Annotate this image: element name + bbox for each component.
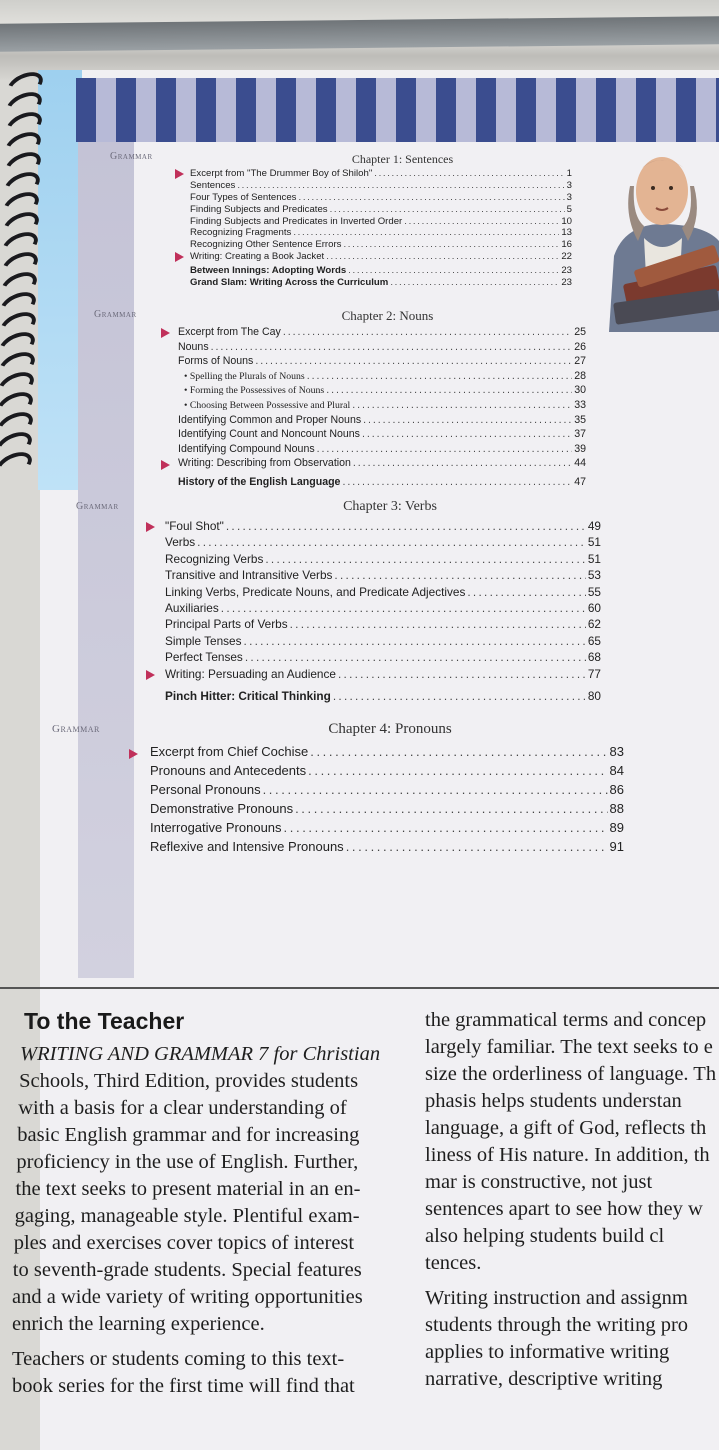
text-line: WRITING AND GRAMMAR 7 for Christian [20, 1043, 381, 1065]
play-triangle-icon [175, 169, 184, 179]
toc-entry-title: Pronouns and Antecedents [150, 763, 307, 778]
text-line: gaging, manageable style. Plentiful exam- [14, 1205, 360, 1227]
toc-entry [150, 782, 624, 801]
play-triangle-icon [161, 328, 170, 338]
toc-leader-dots [346, 839, 608, 854]
toc-leader-dots [265, 552, 586, 566]
toc-leader-dots [363, 414, 572, 426]
text-line: largely familiar. The text seeks to e [425, 1036, 713, 1058]
toc-page-number: 91 [609, 839, 624, 854]
toc-page-number: 60 [587, 600, 601, 615]
toc-chapter-4 [150, 744, 624, 858]
toc-entry-title: Sentences [190, 179, 236, 191]
section-label: Grammar [76, 501, 119, 512]
toc-page-number: 83 [609, 744, 624, 759]
toc-leader-dots [298, 192, 564, 203]
toc-entry-title: Identifying Count and Noncount Nouns [178, 428, 360, 441]
toc-entry [165, 634, 601, 650]
toc-leader-dots [467, 585, 586, 599]
toc-entry [178, 476, 586, 491]
toc-entry-title: Excerpt from Chief Cochise [150, 744, 309, 759]
play-triangle-icon [146, 522, 155, 532]
toc-leader-dots [197, 535, 586, 549]
text-line: sentences apart to see how they w [425, 1198, 703, 1220]
toc-entry [150, 839, 624, 858]
toc-entry [178, 326, 586, 341]
toc-entry [165, 585, 601, 601]
toc-entry [150, 763, 624, 782]
teacher-column-2 [425, 1007, 719, 1393]
toc-page-number: 1 [566, 168, 572, 179]
toc-page-number: 23 [561, 265, 572, 277]
text-line: students through the writing pro [425, 1314, 689, 1336]
toc-page-number: 44 [574, 457, 586, 470]
toc-leader-dots [308, 763, 607, 778]
text-line: proficiency in the use of English. Further, [16, 1151, 359, 1173]
toc-leader-dots [374, 168, 564, 179]
toc-page-number: 65 [587, 633, 601, 648]
toc-page-number: 30 [574, 384, 586, 397]
page-divider [0, 987, 719, 989]
text-line: with a basis for a clear understanding of [18, 1097, 347, 1119]
toc-entry [190, 216, 572, 228]
toc-entry-title: Auxiliaries [165, 600, 219, 615]
toc-page-number: 3 [566, 191, 572, 203]
text-line: Teachers or students coming to this text- [12, 1348, 345, 1370]
toc-leader-dots [263, 782, 608, 797]
chapter-title: Chapter 4: Pronouns [328, 721, 452, 737]
toc-entry [190, 227, 572, 239]
toc-entry [178, 341, 586, 356]
text-line: basic English grammar and for increasing [17, 1124, 360, 1146]
toc-entry [165, 689, 601, 705]
toc-entry [178, 414, 586, 429]
toc-entry [165, 617, 601, 633]
toc-entry [150, 801, 624, 820]
toc-page-number: 62 [587, 617, 601, 632]
toc-entry-title: Verbs [165, 535, 196, 550]
text-line: size the orderliness of language. Th [425, 1063, 717, 1085]
toc-leader-dots [342, 476, 572, 488]
toc-leader-dots [326, 384, 572, 396]
toc-page-number: 22 [561, 251, 572, 263]
toc-leader-dots [244, 634, 586, 648]
section-label: Grammar [52, 723, 100, 735]
toc-entry-title: Finding Subjects and Predicates [190, 203, 328, 215]
chapter-title: Chapter 1: Sentences [351, 152, 454, 166]
toc-page-number: 47 [574, 475, 586, 488]
toc-entry-title: Four Types of Sentences [190, 191, 297, 203]
play-triangle-icon [146, 670, 155, 680]
toc-leader-dots [245, 650, 586, 664]
toc-entry-title: • Choosing Between Possessive and Plural [184, 399, 351, 411]
toc-entry [165, 552, 601, 568]
toc-leader-dots [348, 265, 559, 276]
text-line: the text seeks to present material in an en- [15, 1178, 361, 1200]
franklin-illustration-icon [604, 146, 719, 332]
toc-page-number: 13 [561, 227, 572, 239]
toc-leader-dots [404, 216, 559, 227]
text-line: enrich the learning experience. [12, 1313, 265, 1335]
toc-leader-dots [293, 227, 559, 238]
toc-page-number: 23 [561, 277, 572, 289]
toc-page-number: 77 [587, 666, 601, 681]
text-line: language, a gift of God, reflects th [425, 1117, 707, 1139]
toc-entry-title: Identifying Compound Nouns [178, 442, 315, 455]
toc-leader-dots [317, 443, 573, 455]
toc-entry [178, 355, 586, 370]
toc-leader-dots [221, 601, 586, 615]
text-line: Schools, Third Edition, provides students [19, 1070, 359, 1092]
toc-leader-dots [237, 180, 564, 191]
text-line: tences. [425, 1252, 482, 1274]
toc-leader-dots [326, 251, 559, 262]
toc-leader-dots [334, 568, 585, 582]
toc-leader-dots [295, 801, 607, 816]
toc-entry-title: Transitive and Intransitive Verbs [165, 568, 333, 583]
toc-entry-title: Writing: Persuading an Audience [165, 666, 336, 681]
toc-entry [190, 192, 572, 204]
play-triangle-icon [129, 749, 138, 759]
toc-entry [190, 265, 572, 277]
toc-leader-dots [310, 744, 607, 759]
toc-entry-title: Linking Verbs, Predicate Nouns, and Predicate Adjectives [165, 584, 466, 599]
toc-entry [165, 601, 601, 617]
toc-leader-dots [343, 239, 559, 250]
toc-entry-title: Recognizing Verbs [165, 551, 264, 566]
text-line: applies to informative writing [425, 1341, 670, 1363]
toc-leader-dots [362, 428, 572, 440]
toc-entry [165, 568, 601, 584]
toc-page-number: 28 [574, 369, 586, 382]
section-label: Grammar [110, 151, 153, 162]
toc-entry-title: "Foul Shot" [165, 519, 224, 533]
toc-page-number: 16 [561, 239, 572, 251]
toc-entry-title: Interrogative Pronouns [150, 820, 282, 835]
toc-page-number: 25 [574, 326, 586, 338]
toc-page-number: 26 [574, 340, 586, 353]
toc-page-number: 35 [574, 413, 586, 426]
teacher-column-1 [12, 1041, 382, 1400]
toc-entry-title: Between Innings: Adopting Words [190, 265, 347, 277]
toc-page-number: 55 [587, 584, 601, 599]
toc-entry [165, 535, 601, 551]
toc-entry-title: Excerpt from "The Drummer Boy of Shiloh" [190, 168, 373, 179]
toc-entry [178, 384, 586, 399]
toc-leader-dots [226, 519, 586, 533]
toc-page-number: 53 [587, 568, 601, 583]
text-line: and a wide variety of writing opportunities [12, 1286, 363, 1308]
text-line: the grammatical terms and concep [425, 1009, 707, 1031]
toc-entry-title: Writing: Describing from Observation [178, 457, 351, 470]
text-line: mar is constructive, not just [425, 1171, 653, 1193]
toc-entry-title: Recognizing Fragments [190, 227, 292, 239]
toc-entry [190, 168, 572, 180]
toc-entry [190, 239, 572, 251]
play-triangle-icon [161, 460, 170, 470]
toc-entry-title: Simple Tenses [165, 633, 242, 648]
toc-entry-title: Personal Pronouns [150, 782, 261, 797]
text-line: liness of His nature. In addition, th [425, 1144, 710, 1166]
toc-page-number: 27 [574, 355, 586, 368]
toc-entry [190, 277, 572, 289]
toc-entry [178, 399, 586, 414]
toc-leader-dots [352, 399, 572, 411]
toc-entry-title: Forms of Nouns [178, 355, 254, 368]
toc-chapter-2 [178, 326, 586, 491]
toc-entry-title: Perfect Tenses [165, 650, 243, 665]
toc-entry-title: • Forming the Possessives of Nouns [184, 385, 325, 397]
toc-leader-dots [284, 820, 608, 835]
toc-entry [190, 204, 572, 216]
toc-entry-title: Demonstrative Pronouns [150, 801, 294, 816]
chapter-title: Chapter 3: Verbs [343, 499, 437, 514]
toc-entry [178, 443, 586, 458]
text-line: book series for the first time will find that [12, 1375, 355, 1397]
toc-entry-title: Pinch Hitter: Critical Thinking [165, 688, 331, 703]
toc-page-number: 51 [587, 551, 601, 566]
toc-page-number: 68 [587, 650, 601, 665]
toc-entry-title: Writing: Creating a Book Jacket [190, 251, 325, 263]
grammar-sidebar [78, 142, 134, 978]
text-line: narrative, descriptive writing [425, 1368, 663, 1390]
toc-chapter-3 [165, 519, 601, 705]
toc-entry-title: Excerpt from The Cay [178, 326, 281, 338]
toc-entry [178, 428, 586, 443]
section-label: Grammar [94, 309, 137, 320]
toc-page-number: 49 [587, 519, 601, 533]
spiral-binding [0, 74, 46, 474]
toc-entry [190, 251, 572, 263]
toc-page-number: 5 [566, 203, 572, 215]
teacher-heading: To the Teacher [24, 1008, 185, 1034]
toc-leader-dots [255, 355, 572, 367]
text-line: phasis helps students understan [425, 1090, 682, 1112]
chapter-title: Chapter 2: Nouns [341, 308, 434, 323]
toc-entry-title: Finding Subjects and Predicates in Inverted Order [190, 215, 403, 227]
toc-entry [190, 180, 572, 192]
toc-entry-title: Nouns [178, 340, 209, 353]
toc-entry [150, 820, 624, 839]
toc-leader-dots [211, 341, 573, 353]
toc-entry-title: Identifying Common and Proper Nouns [178, 413, 362, 426]
toc-entry-title: • Spelling the Plurals of Nouns [184, 370, 305, 382]
toc-page-number: 10 [561, 215, 572, 227]
toc-leader-dots [353, 457, 572, 469]
toc-page-number: 39 [574, 442, 586, 455]
toc-page-number: 86 [609, 782, 624, 797]
play-triangle-icon [175, 252, 184, 262]
toc-entry [178, 457, 586, 472]
toc-leader-dots [390, 277, 559, 288]
toc-entry [165, 519, 601, 535]
toc-entry [165, 650, 601, 666]
toc-entry-title: Reflexive and Intensive Pronouns [150, 839, 344, 854]
toc-leader-dots [290, 617, 586, 631]
toc-entry [150, 744, 624, 763]
text-line: Writing instruction and assignm [425, 1287, 688, 1309]
toc-leader-dots [330, 204, 565, 215]
toc-entry-title: Grand Slam: Writing Across the Curriculum [190, 277, 389, 289]
toc-page-number: 51 [587, 535, 601, 550]
text-line: ples and exercises cover topics of interest [13, 1232, 355, 1254]
header-stripes [76, 78, 719, 142]
toc-leader-dots [333, 689, 586, 703]
toc-entry-title: Principal Parts of Verbs [165, 617, 288, 632]
toc-page-number: 88 [609, 801, 624, 816]
toc-page-number: 37 [574, 428, 586, 441]
toc-page-number: 80 [587, 688, 601, 703]
toc-leader-dots [307, 370, 573, 382]
text-line: to seventh-grade students. Special features [12, 1259, 362, 1281]
toc-page-number: 89 [609, 820, 624, 835]
toc-chapter-1 [190, 168, 572, 289]
toc-entry [178, 370, 586, 385]
toc-entry-title: History of the English Language [178, 475, 341, 488]
toc-entry [165, 667, 601, 683]
toc-leader-dots [338, 667, 586, 681]
toc-entry-title: Recognizing Other Sentence Errors [190, 239, 342, 251]
toc-page-number: 33 [574, 398, 586, 411]
toc-page-number: 84 [609, 763, 624, 778]
toc-leader-dots [283, 326, 572, 338]
text-line: also helping students build cl [425, 1225, 665, 1247]
toc-page-number: 3 [566, 179, 572, 191]
